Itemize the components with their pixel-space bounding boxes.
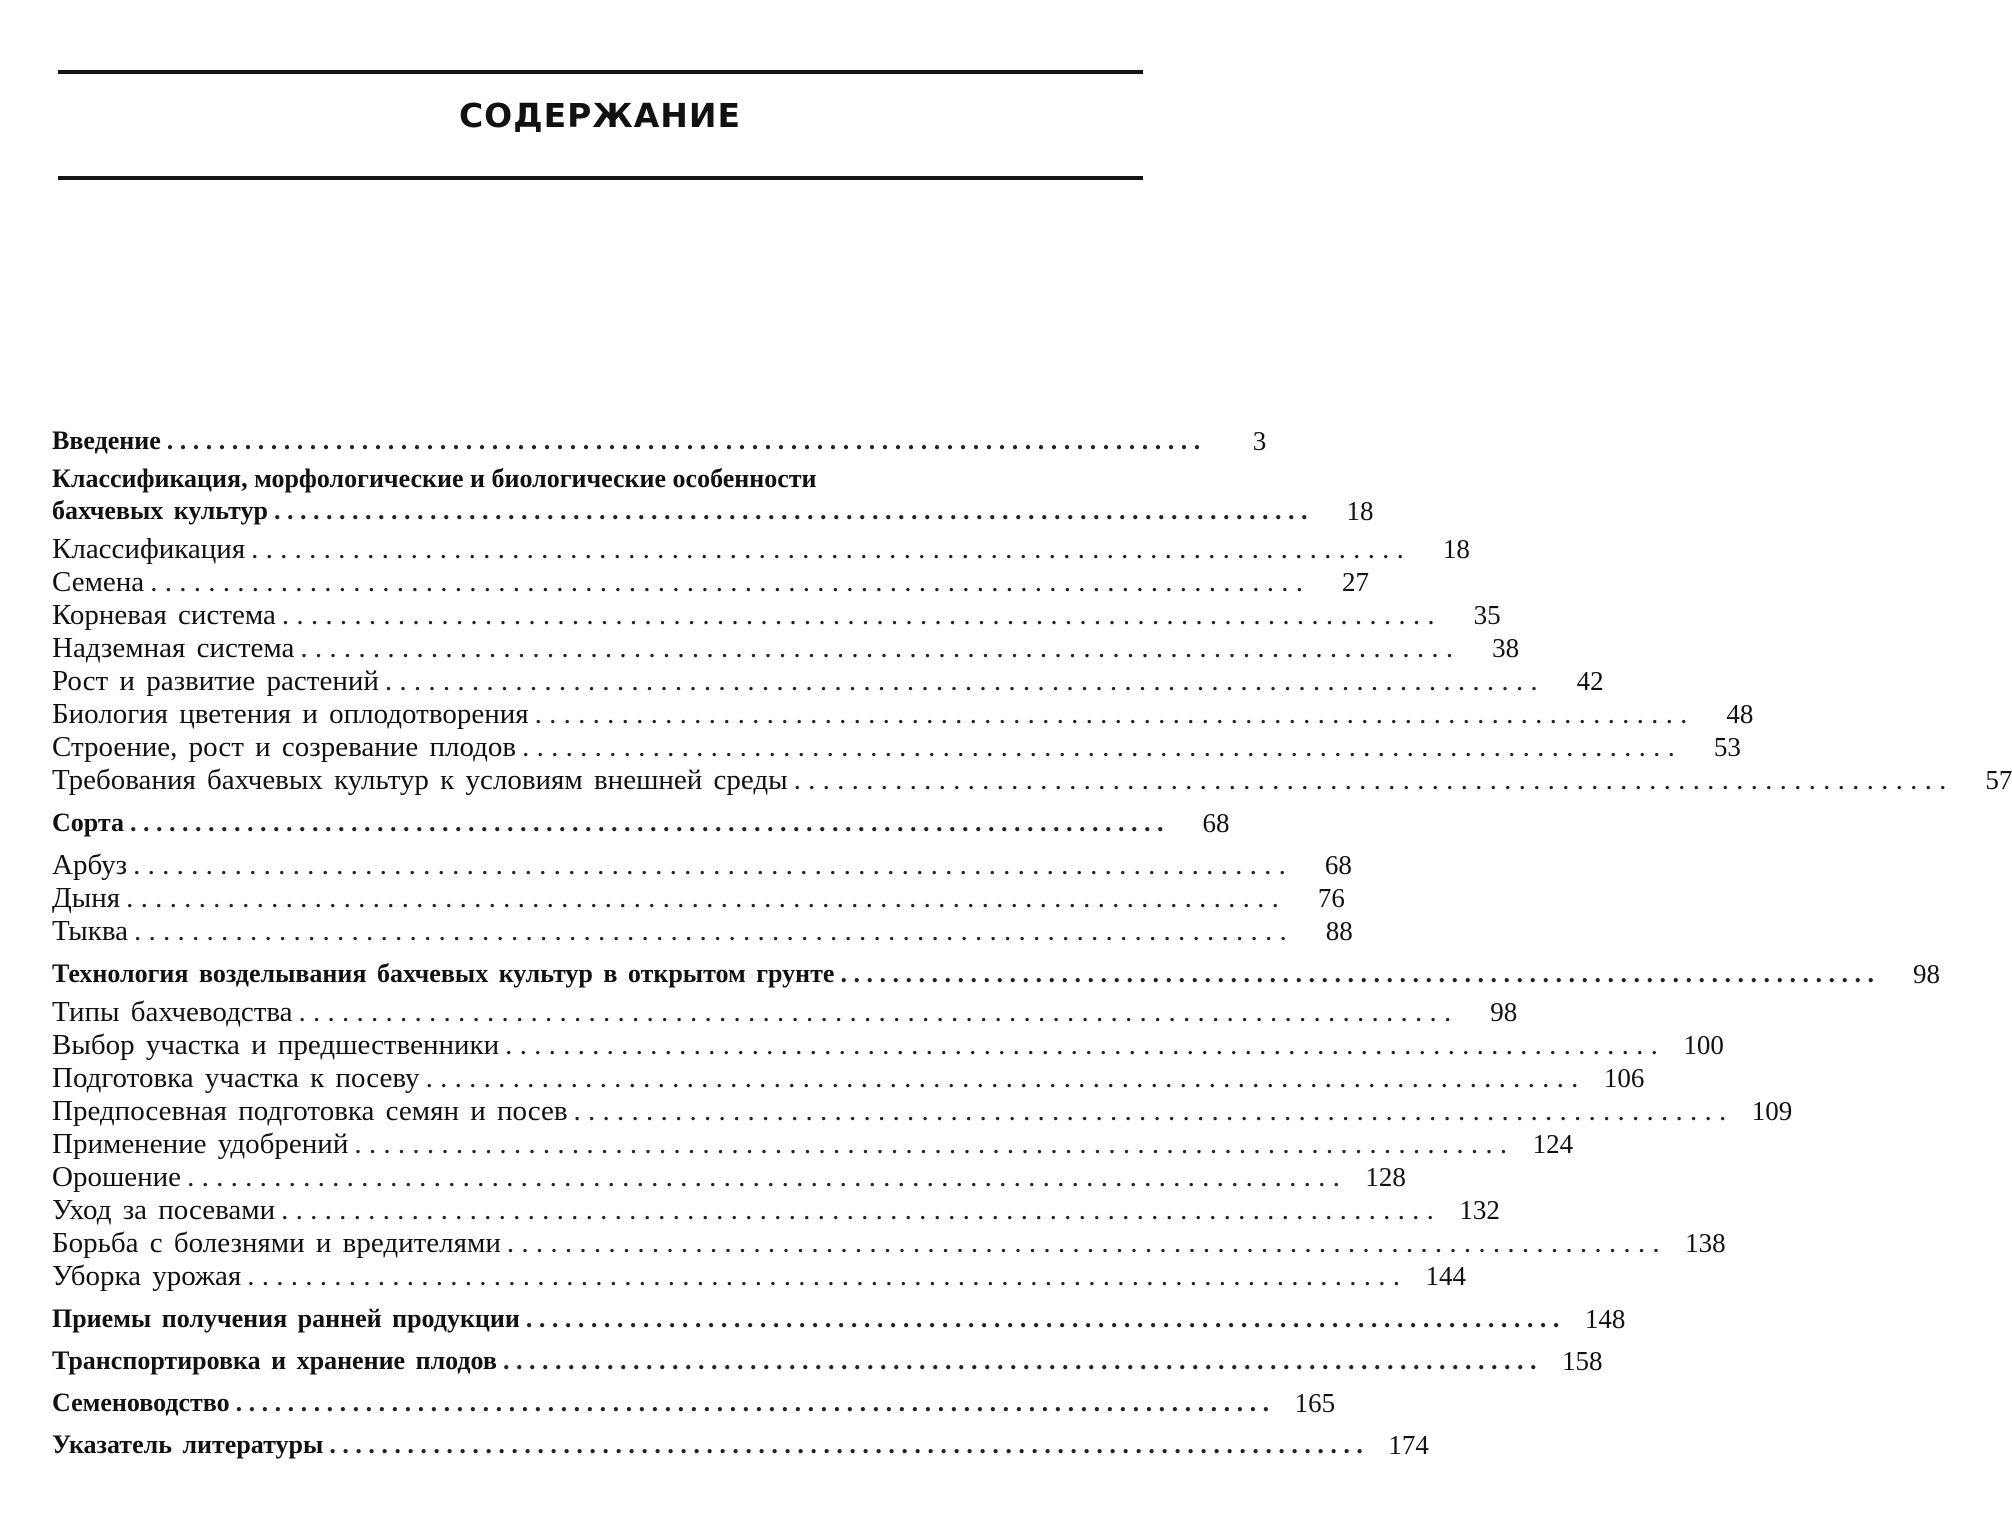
toc-entry-fertilizers[interactable]	[52, 1128, 1574, 1161]
toc-entry-page: 144	[1425, 1261, 1467, 1291]
toc-entry-page: 106	[1603, 1063, 1645, 1093]
toc-entry-page: 35	[1473, 600, 1501, 630]
dot-leader: . . . . . . . . . . . . . . . . . . . . . . . . . . . . . . . . . . . . . . . . . . . . . . . . . . . . . . . . . . . . . . . . . . . . . . . . . . . . . . . .	[505, 1029, 1658, 1061]
toc-entry-label: Типы бахчеводства	[52, 996, 293, 1028]
dot-leader: . . . . . . . . . . . . . . . . . . . . . . . . . . . . . . . . . . . . . . . . . . . . . . . . . . . . . . . . . . . . . . . . . . . . . . . . . . . . . . . .	[298, 996, 1452, 1028]
toc-entry-label: Орошение	[52, 1161, 182, 1193]
dot-leader: . . . . . . . . . . . . . . . . . . . . . . . . . . . . . . . . . . . . . . . . . . . . . . . . . . . . . . . . . . . . . . . . . . . . . . . . . . . . . . . .	[150, 566, 1303, 598]
toc-entry-page: 42	[1576, 666, 1604, 696]
toc-entry-site-selection[interactable]	[52, 1029, 1724, 1062]
toc-entry-page: 124	[1532, 1129, 1574, 1159]
toc-entry-label: Приемы получения ранней продукции	[52, 1304, 520, 1333]
toc-entry-label: Сорта	[52, 808, 124, 837]
toc-entry-label: Дыня	[52, 882, 121, 914]
table-of-contents	[52, 425, 2012, 1461]
toc-entry-early-produce[interactable]	[52, 1303, 1626, 1335]
toc-entry-page: 98	[1490, 997, 1518, 1027]
toc-entry-label: Введение	[52, 426, 161, 455]
dot-leader: . . . . . . . . . . . . . . . . . . . . . . . . . . . . . . . . . . . . . . . . . . . . . . . . . . . . . . . . . . . . . . . . . . . . . . . . . . . . . . . .	[329, 1430, 1363, 1459]
toc-entry-page: 76	[1317, 883, 1345, 913]
dot-leader: . . . . . . . . . . . . . . . . . . . . . . . . . . . . . . . . . . . . . . . . . . . . . . . . . . . . . . . . . . . . . . . . . . . . . . . . . . . . . . . .	[573, 1095, 1727, 1127]
toc-entry-page: 3	[1252, 426, 1267, 456]
page-title: СОДЕРЖАНИЕ	[458, 96, 742, 135]
dot-leader: . . . . . . . . . . . . . . . . . . . . . . . . . . . . . . . . . . . . . . . . . . . . . . . . . . . . . . . . . . . . . . . . . . . . . . . . . . . . . . . .	[251, 533, 1404, 565]
dot-leader: . . . . . . . . . . . . . . . . . . . . . . . . . . . . . . . . . . . . . . . . . . . . . . . . . . . . . . . . . . . . . . . . . . . . . . . . . . . . . . . .	[235, 1388, 1270, 1417]
toc-entry-label: Транспортировка и хранение плодов	[52, 1346, 497, 1375]
toc-entry-page: 174	[1388, 1430, 1429, 1460]
dot-leader: . . . . . . . . . . . . . . . . . . . . . . . . . . . . . . . . . . . . . . . . . . . . . . . . . . . . . . . . . . . . . . . . . . . . . . . . . . . . . . . .	[502, 1346, 1537, 1375]
toc-entry-page: 68	[1324, 850, 1352, 880]
toc-entry-label: Биология цветения и оплодотворения	[52, 698, 529, 730]
toc-entry-label: Рост и развитие растений	[52, 665, 379, 697]
toc-entry-harvesting[interactable]	[52, 1260, 1467, 1293]
toc-entry-cultivation-technology[interactable]	[52, 958, 1940, 990]
toc-entry-melon[interactable]	[52, 882, 1345, 915]
dot-leader: . . . . . . . . . . . . . . . . . . . . . . . . . . . . . . . . . . . . . . . . . . . . . . . . . . . . . . . . . . . . . . . . . . . . . . . . . . . . . . . .	[534, 698, 1688, 730]
toc-entry-site-preparation[interactable]	[52, 1062, 1645, 1095]
bottom-rule	[58, 176, 1143, 180]
toc-entry-label: Уборка урожая	[52, 1260, 242, 1292]
toc-entry-page: 88	[1325, 916, 1353, 946]
toc-entry-label: Указатель литературы	[52, 1430, 324, 1459]
toc-entry-label: Применение удобрений	[52, 1128, 349, 1160]
toc-entry-label: Надземная система	[52, 632, 295, 664]
toc-entry-introduction[interactable]	[52, 425, 1267, 457]
toc-entry-page: 128	[1365, 1162, 1406, 1192]
toc-entry-page: 57	[1985, 765, 2012, 795]
dot-leader: . . . . . . . . . . . . . . . . . . . . . . . . . . . . . . . . . . . . . . . . . . . . . . . . . . . . . . . . . . . . . . . . . . . . . . . . . . . . . . . .	[187, 1161, 1340, 1193]
dot-leader: . . . . . . . . . . . . . . . . . . . . . . . . . . . . . . . . . . . . . . . . . . . . . . . . . . . . . . . . . . . . . . . . . . . . . . . . . . . . . . . .	[281, 599, 1435, 631]
toc-entry-classification-chapter[interactable]	[52, 463, 1374, 527]
toc-entry-aboveground-system[interactable]	[52, 632, 1520, 665]
dot-leader: . . . . . . . . . . . . . . . . . . . . . . . . . . . . . . . . . . . . . . . . . . . . . . . . . . . . . . . . . . . . . . . . . . . . . . . . . . . . . . . .	[354, 1128, 1508, 1160]
toc-entry-bibliography[interactable]	[52, 1429, 1429, 1461]
toc-entry-label: Уход за посевами	[52, 1194, 276, 1226]
dot-leader: . . . . . . . . . . . . . . . . . . . . . . . . . . . . . . . . . . . . . . . . . . . . . . . . . . . . . . . . . . . . . . . . . . . . . . . . . . . . . . . .	[840, 959, 1874, 988]
dot-leader: . . . . . . . . . . . . . . . . . . . . . . . . . . . . . . . . . . . . . . . . . . . . . . . . . . . . . . . . . . . . . . . . . . . . . . . . . . . . . . . .	[126, 882, 1279, 914]
toc-entry-label-line2: бахчевых культур	[52, 496, 268, 525]
toc-entry-label: Корневая система	[52, 599, 276, 631]
toc-entry-label: Семена	[52, 566, 145, 598]
dot-leader: . . . . . . . . . . . . . . . . . . . . . . . . . . . . . . . . . . . . . . . . . . . . . . . . . . . . . . . . . . . . . . . . . . . . . . . . . . . . . . . .	[384, 665, 1538, 697]
toc-entry-label: Технология возделывания бахчевых культур в открытом грунте	[52, 959, 835, 988]
toc-entry-page: 48	[1726, 699, 1754, 729]
toc-entry-page: 132	[1459, 1195, 1500, 1225]
toc-entry-label-line1: Классификация, морфологические и биологические особенности	[52, 464, 817, 493]
toc-entry-page: 100	[1683, 1030, 1724, 1060]
toc-entry-label: Классификация	[52, 533, 246, 565]
toc-entry-seed-preparation[interactable]	[52, 1095, 1793, 1128]
toc-entry-pest-control[interactable]	[52, 1227, 1726, 1260]
toc-entry-classification[interactable]	[52, 533, 1470, 566]
toc-entry-page: 68	[1202, 808, 1230, 838]
toc-entry-transport-storage[interactable]	[52, 1345, 1603, 1377]
toc-entry-page: 158	[1561, 1346, 1603, 1376]
dot-leader: . . . . . . . . . . . . . . . . . . . . . . . . . . . . . . . . . . . . . . . . . . . . . . . . . . . . . . . . . . . . . . . . . . . . . . . . . . . . . . . .	[525, 1304, 1560, 1333]
toc-entry-label: Семеноводство	[52, 1388, 230, 1417]
dot-leader: . . . . . . . . . . . . . . . . . . . . . . . . . . . . . . . . . . . . . . . . . . . . . . . . . . . . . . . . . . . . . . . . . . . . . . . . . . . . . . . .	[300, 632, 1454, 664]
toc-entry-label: Строение, рост и созревание плодов	[52, 731, 517, 763]
dot-leader: . . . . . . . . . . . . . . . . . . . . . . . . . . . . . . . . . . . . . . . . . . . . . . . . . . . . . . . . . . . . . . . . . . . . . . . . . . . . . . . .	[129, 808, 1164, 837]
toc-entry-seed-production[interactable]	[52, 1387, 1336, 1419]
toc-entry-pumpkin[interactable]	[52, 915, 1353, 948]
dot-leader: . . . . . . . . . . . . . . . . . . . . . . . . . . . . . . . . . . . . . . . . . . . . . . . . . . . . . . . . . . . . . . . . . . . . . . . . . . . . . . . .	[506, 1227, 1660, 1259]
toc-entry-fruit-ripening[interactable]	[52, 731, 1741, 764]
toc-entry-irrigation[interactable]	[52, 1161, 1406, 1194]
dot-leader: . . . . . . . . . . . . . . . . . . . . . . . . . . . . . . . . . . . . . . . . . . . . . . . . . . . . . . . . . . . . . . . . . . . . . . . . . . . . . . . .	[247, 1260, 1401, 1292]
toc-entry-page: 53	[1713, 732, 1741, 762]
toc-entry-label: Тыква	[52, 915, 129, 947]
toc-entry-watermelon[interactable]	[52, 849, 1352, 882]
toc-entry-page: 18	[1346, 496, 1374, 526]
toc-entry-page: 98	[1912, 959, 1940, 989]
dot-leader: . . . . . . . . . . . . . . . . . . . . . . . . . . . . . . . . . . . . . . . . . . . . . . . . . . . . . . . . . . . . . . . . . . . . . . . . . . . . . . . .	[134, 915, 1287, 947]
dot-leader: . . . . . . . . . . . . . . . . . . . . . . . . . . . . . . . . . . . . . . . . . . . . . . . . . . . . . . . . . . . . . . . . . . . . . . . . . . . . . . . .	[793, 764, 1947, 796]
toc-entry-page: 148	[1584, 1304, 1626, 1334]
top-rule	[58, 70, 1143, 74]
toc-entry-page: 109	[1751, 1096, 1793, 1126]
toc-entry-label: Выбор участка и предшественники	[52, 1029, 500, 1061]
toc-entry-varieties[interactable]	[52, 807, 1230, 839]
dot-leader: . . . . . . . . . . . . . . . . . . . . . . . . . . . . . . . . . . . . . . . . . . . . . . . . . . . . . . . . . . . . . . . . . . . . . . . . . . . . . . . .	[166, 426, 1201, 455]
toc-entry-environment-requirements[interactable]	[52, 764, 2012, 797]
toc-entry-root-system[interactable]	[52, 599, 1501, 632]
toc-entry-label: Предпосевная подготовка семян и посев	[52, 1095, 568, 1127]
dot-leader: . . . . . . . . . . . . . . . . . . . . . . . . . . . . . . . . . . . . . . . . . . . . . . . . . . . . . . . . . . . . . . . . . . . . . . . . . . . . . . . .	[281, 1194, 1434, 1226]
toc-entry-plant-growth[interactable]	[52, 665, 1604, 698]
toc-entry-page: 27	[1341, 567, 1369, 597]
toc-entry-label: Борьба с болезнями и вредителями	[52, 1227, 501, 1259]
toc-entry-label: Подготовка участка к посеву	[52, 1062, 420, 1094]
dot-leader: . . . . . . . . . . . . . . . . . . . . . . . . . . . . . . . . . . . . . . . . . . . . . . . . . . . . . . . . . . . . . . . . . . . . . . . . . . . . . . . .	[425, 1062, 1579, 1094]
toc-entry-page: 165	[1294, 1388, 1336, 1418]
dot-leader: . . . . . . . . . . . . . . . . . . . . . . . . . . . . . . . . . . . . . . . . . . . . . . . . . . . . . . . . . . . . . . . . . . . . . . . . . . . . . . . .	[522, 731, 1675, 763]
toc-entry-page: 38	[1492, 633, 1520, 663]
toc-entry-crop-care[interactable]	[52, 1194, 1500, 1227]
toc-entry-flowering-biology[interactable]	[52, 698, 1754, 731]
toc-entry-page: 138	[1685, 1228, 1726, 1258]
dot-leader: . . . . . . . . . . . . . . . . . . . . . . . . . . . . . . . . . . . . . . . . . . . . . . . . . . . . . . . . . . . . . . . . . . . . . . . . . . . . . . . .	[133, 849, 1286, 881]
toc-entry-page: 18	[1442, 534, 1470, 564]
toc-entry-melon-growing-types[interactable]	[52, 996, 1518, 1029]
toc-entry-seeds[interactable]	[52, 566, 1369, 599]
toc-entry-label: Арбуз	[52, 849, 128, 881]
dot-leader: . . . . . . . . . . . . . . . . . . . . . . . . . . . . . . . . . . . . . . . . . . . . . . . . . . . . . . . . . . . . . . . . . . . . . . . . . . . . . . . .	[273, 496, 1308, 525]
toc-entry-label: Требования бахчевых культур к условиям внешней среды	[52, 764, 788, 796]
